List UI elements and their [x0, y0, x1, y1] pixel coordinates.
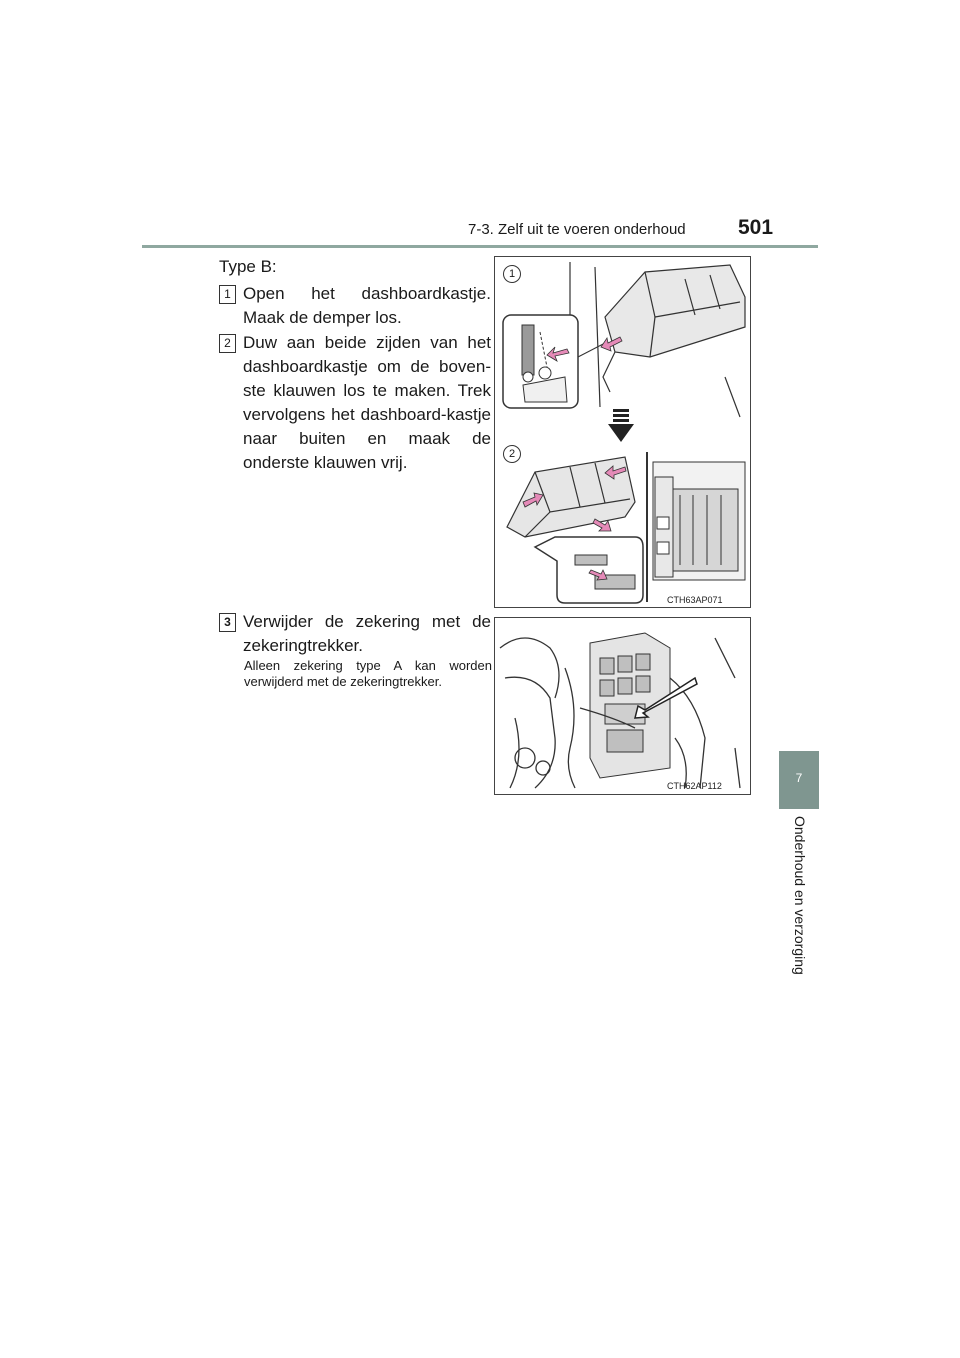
- figure-marker-1: 1: [503, 265, 521, 283]
- note-text: Alleen zekering type A kan worden verwijderd met de zekeringtrekker.: [244, 658, 492, 689]
- step-text-1: Open het dashboardkastje. Maak de demper los.: [243, 284, 491, 327]
- figure-code-1: CTH63AP071: [667, 595, 723, 605]
- step-text-2: Duw aan beide zijden van het dashboardkastje om de boven-ste klauwen los te maken. Trek vervolgens het dashboard-kastje naar buiten en maak de onderste klauwen vrij.: [243, 333, 491, 472]
- chapter-number: 7: [795, 771, 803, 785]
- fusebox-drawing: [495, 618, 750, 794]
- figure-code-2: CTH62AP112: [667, 781, 722, 791]
- chapter-label: Onderhoud en verzorging: [792, 816, 808, 975]
- step-number-3: 3: [219, 613, 236, 632]
- type-label: Type B:: [219, 257, 277, 276]
- glovebox-drawing: [495, 257, 750, 607]
- figure-marker-2: 2: [503, 445, 521, 463]
- step-3: [219, 610, 491, 658]
- page-number: 501: [738, 216, 774, 239]
- step-1: [219, 282, 491, 330]
- header-divider: [142, 245, 818, 248]
- fusebox-illustration: [494, 617, 751, 795]
- step-number-1: 1: [219, 285, 236, 304]
- glovebox-illustration: [494, 256, 751, 608]
- section-title: 7-3. Zelf uit te voeren onderhoud: [468, 221, 686, 238]
- chapter-tab: [779, 751, 819, 809]
- step-number-2: 2: [219, 334, 236, 353]
- step-2: [219, 331, 491, 475]
- step-text-3: Verwijder de zekering met de zekeringtrekker.: [243, 612, 491, 655]
